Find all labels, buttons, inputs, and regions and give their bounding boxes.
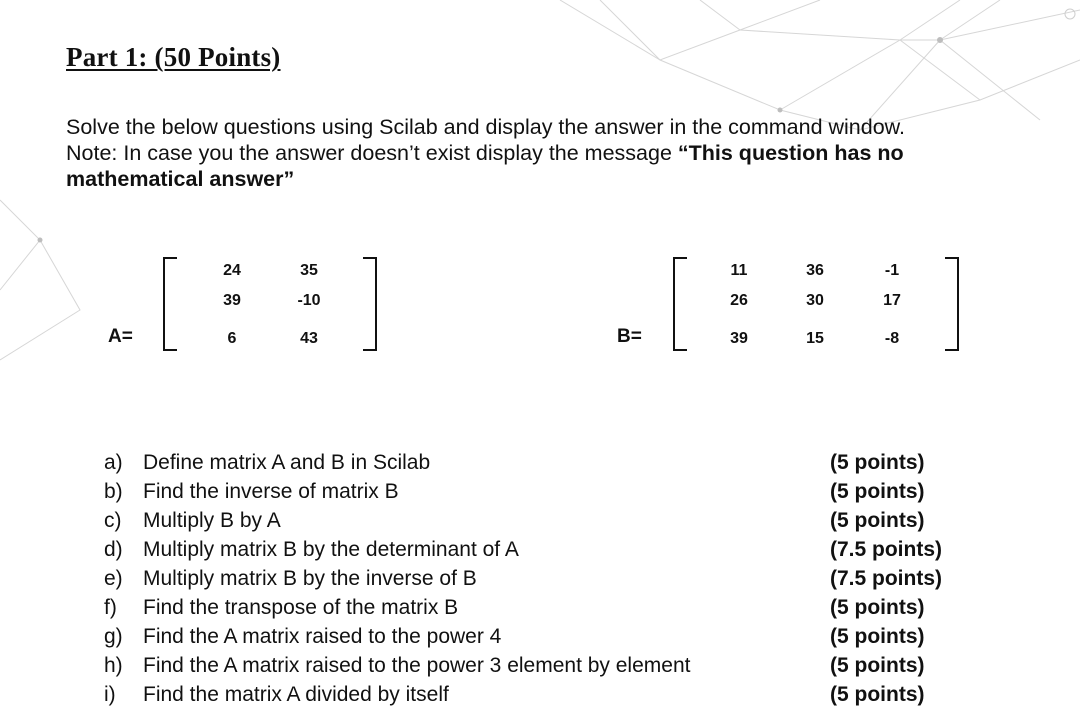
instruction-line-2 — [66, 140, 1026, 166]
matrix-b-cell: -8 — [884, 330, 900, 347]
matrix-b-label: B= — [617, 326, 642, 347]
matrix-a-label: A= — [108, 326, 133, 347]
task-letter: c) — [104, 509, 122, 532]
matrix-b-cell: 17 — [883, 292, 901, 309]
task-letter: a) — [104, 451, 123, 474]
task-item — [104, 448, 984, 477]
task-text: Define matrix A and B in Scilab — [143, 451, 431, 474]
task-points: (5 points) — [830, 509, 925, 532]
matrix-a-right-bracket — [363, 257, 377, 351]
task-text: Find the matrix A divided by itself — [143, 683, 449, 706]
task-letter: e) — [104, 567, 123, 590]
matrix-b-left-bracket — [673, 257, 687, 351]
task-points: (5 points) — [830, 683, 925, 706]
task-points: (7.5 points) — [830, 538, 943, 561]
task-points: (5 points) — [830, 654, 925, 677]
task-item — [104, 564, 984, 593]
task-letter: i) — [104, 683, 116, 706]
instructions — [66, 114, 1026, 192]
task-text: Multiply matrix B by the determinant of A — [143, 538, 519, 561]
task-item — [104, 622, 984, 651]
matrix-b-cell: 39 — [730, 330, 748, 347]
matrix-a-cell: 39 — [223, 292, 241, 309]
matrix-a-cell: 24 — [223, 262, 241, 279]
matrix-b-cell: 11 — [730, 262, 748, 279]
page-heading: Part 1: (50 Points) — [66, 42, 281, 72]
task-item — [104, 477, 984, 506]
task-text: Multiply B by A — [143, 509, 281, 532]
task-text: Find the A matrix raised to the power 3 element by element — [143, 654, 691, 677]
task-points: (5 points) — [830, 451, 925, 474]
matrix-b-cell: 30 — [806, 292, 824, 309]
note-text: Note: In case you the answer doesn’t exist display the message — [66, 141, 678, 165]
task-text: Find the transpose of the matrix B — [143, 596, 459, 619]
matrix-a-left-bracket — [163, 257, 177, 351]
instruction-line-1: Solve the below questions using Scilab and display the answer in the command window. — [66, 115, 905, 139]
task-letter: h) — [104, 654, 123, 677]
task-item — [104, 651, 984, 680]
matrix-b-cell: 26 — [730, 292, 748, 309]
task-letter: f) — [104, 596, 117, 619]
task-letter: b) — [104, 480, 123, 503]
matrix-a-cell: 6 — [227, 330, 237, 347]
task-points: (7.5 points) — [830, 567, 943, 590]
matrix-b-cell: 15 — [806, 330, 824, 347]
instruction-line-3: mathematical answer” — [66, 167, 295, 191]
matrix-b-right-bracket — [945, 257, 959, 351]
task-text: Find the inverse of matrix B — [143, 480, 399, 503]
matrix-a-cell: 43 — [300, 330, 318, 347]
note-message-bold: “This question has no — [677, 141, 904, 165]
task-text: Find the A matrix raised to the power 4 — [143, 625, 502, 648]
matrix-a-cell: 35 — [300, 262, 318, 279]
task-points: (5 points) — [830, 596, 925, 619]
task-list — [104, 448, 984, 709]
task-letter: g) — [104, 625, 123, 648]
task-item — [104, 506, 984, 535]
task-item — [104, 593, 984, 622]
matrix-a-cell: -10 — [297, 292, 321, 309]
task-item — [104, 680, 984, 709]
matrix-b-cell: -1 — [884, 262, 900, 279]
matrix-b-cell: 36 — [806, 262, 824, 279]
task-text: Multiply matrix B by the inverse of B — [143, 567, 477, 590]
task-points: (5 points) — [830, 480, 925, 503]
task-item — [104, 535, 984, 564]
task-letter: d) — [104, 538, 123, 561]
task-points: (5 points) — [830, 625, 925, 648]
